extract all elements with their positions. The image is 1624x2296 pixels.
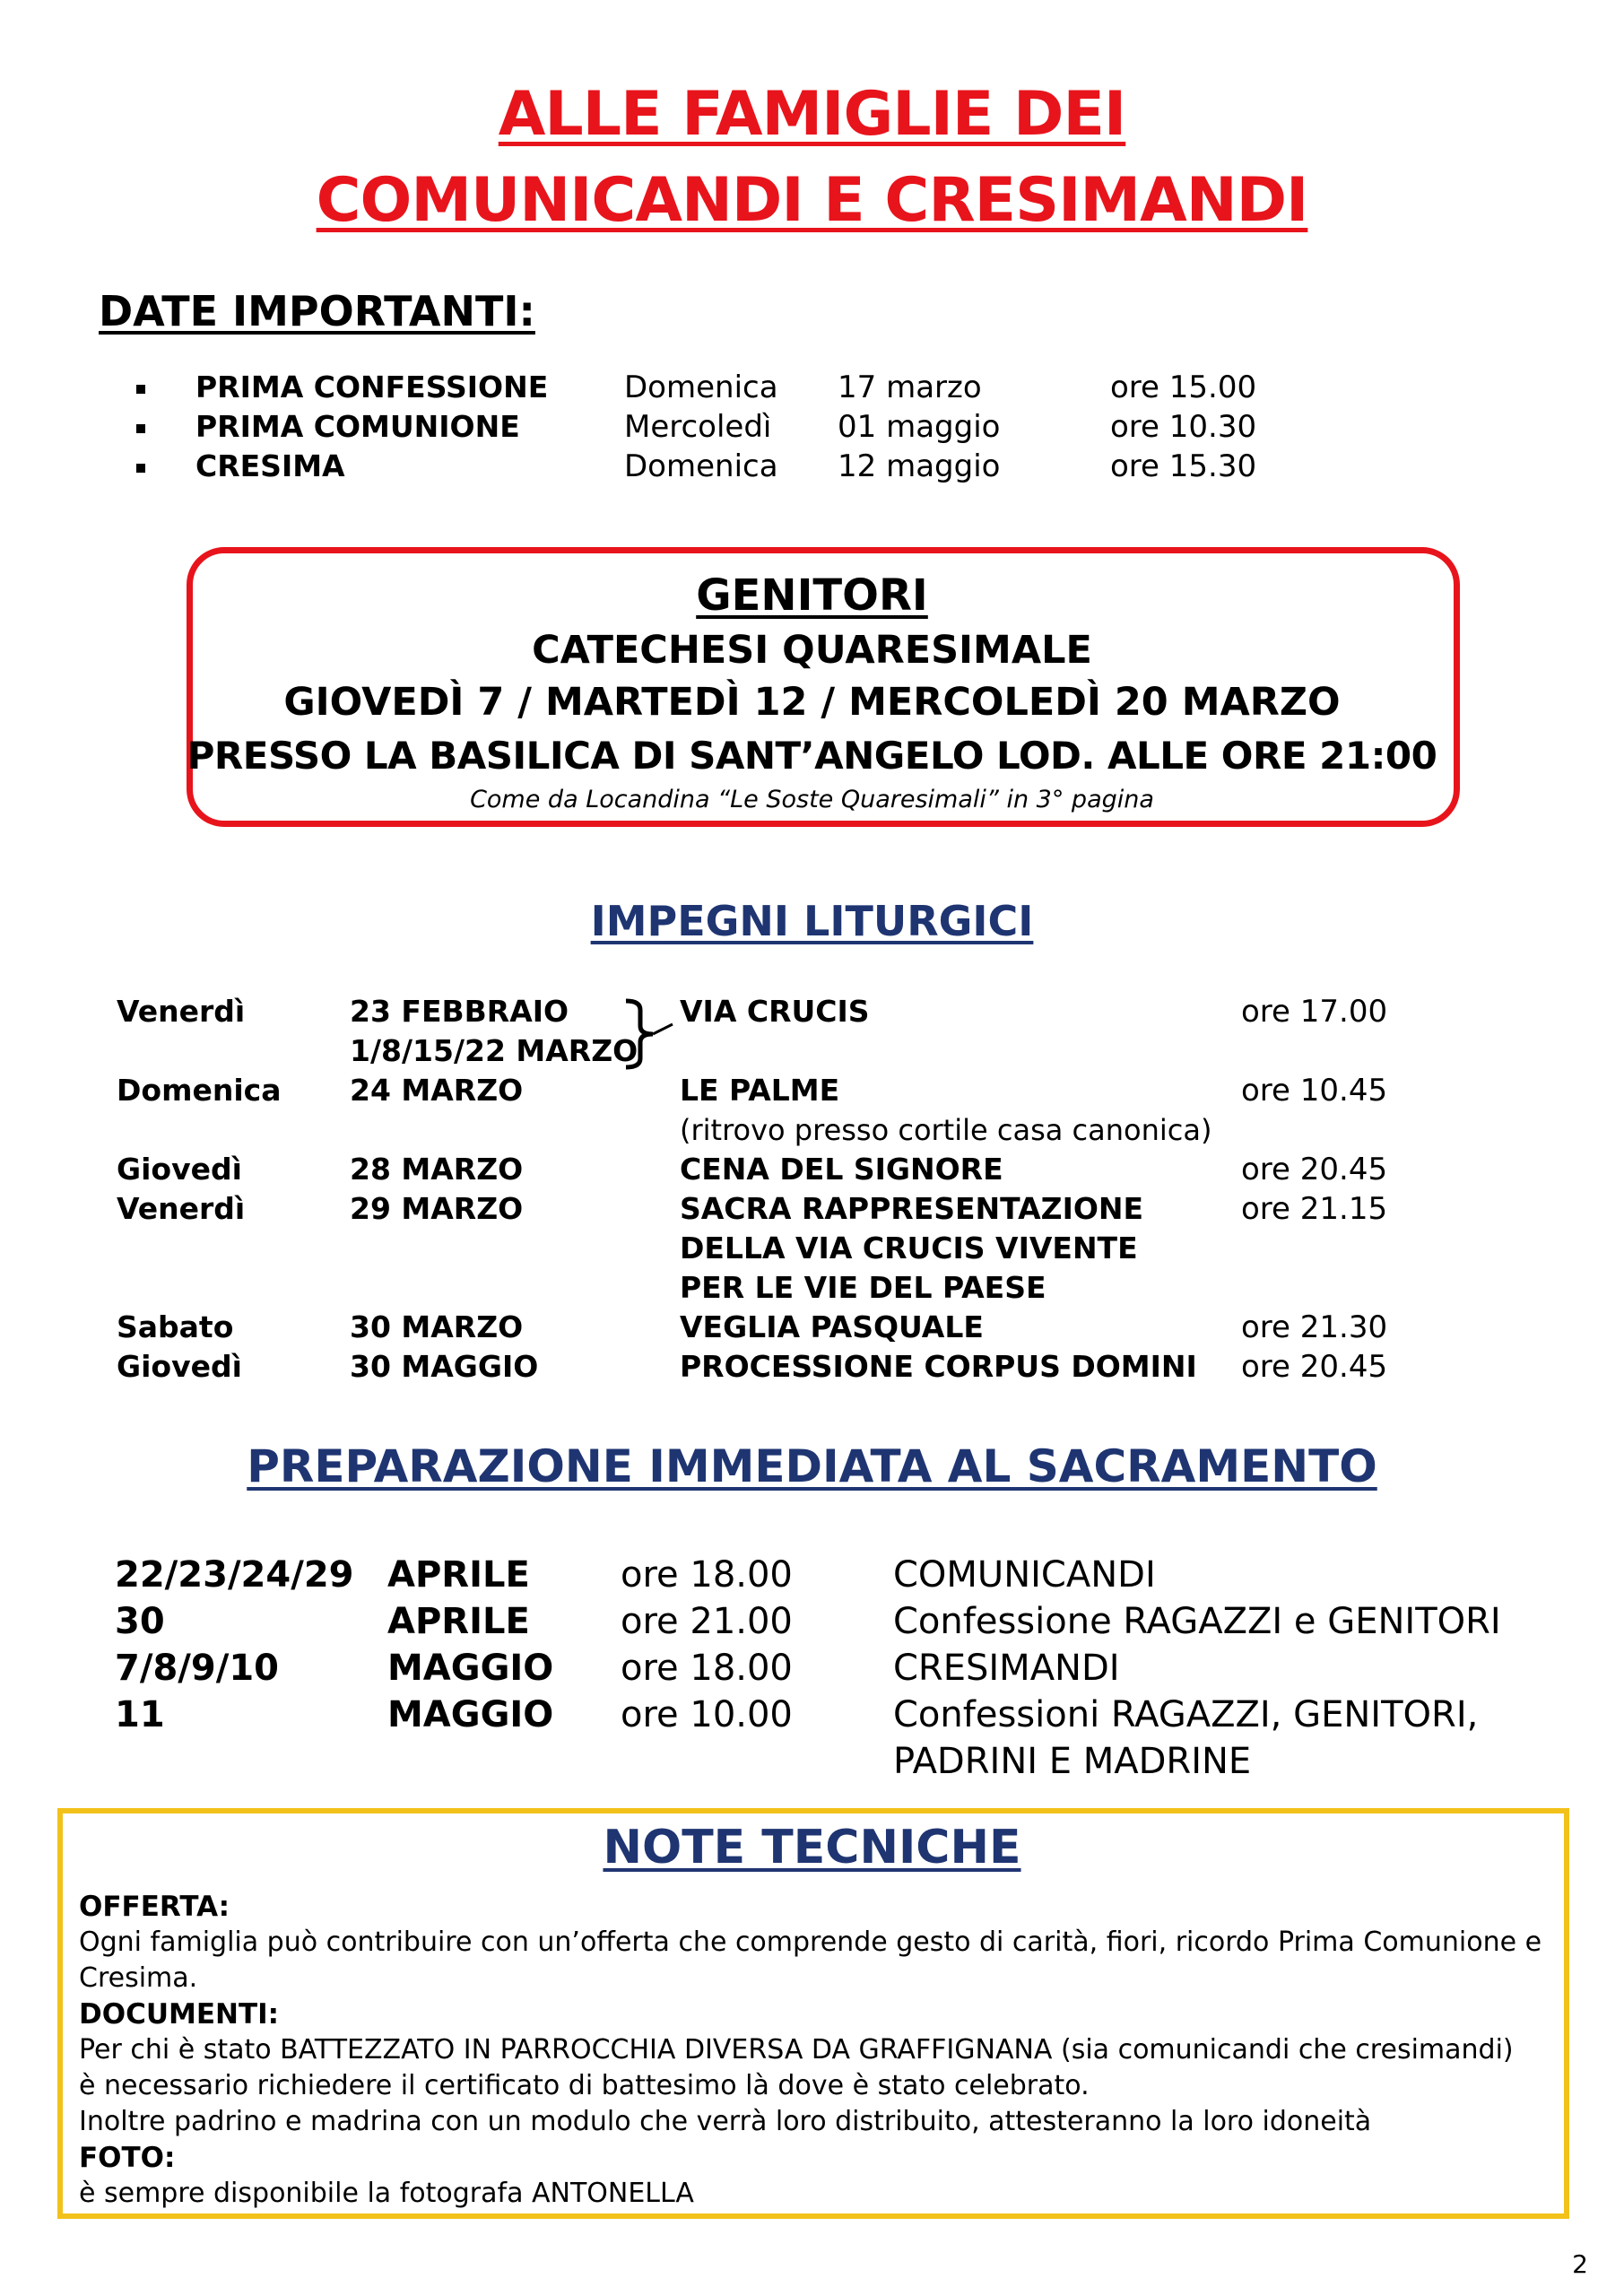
date-date: 12 maggio bbox=[838, 448, 1001, 484]
lit-date: 28 MARZO bbox=[350, 1152, 524, 1187]
parents-box-note: Come da Locandina “Le Soste Quaresimali” in 3° pagina bbox=[470, 786, 1154, 813]
parents-box-title bbox=[0, 570, 1624, 621]
lit-date: 29 MARZO bbox=[350, 1191, 524, 1226]
liturgical-row bbox=[0, 1347, 1624, 1387]
prep-time: ore 18.00 bbox=[621, 1554, 793, 1596]
lit-event-note: (ritrovo presso cortile casa canonica) bbox=[680, 1113, 1212, 1147]
liturgical-row bbox=[0, 1031, 1624, 1071]
date-time: ore 15.00 bbox=[1110, 370, 1257, 405]
lit-event: VIA CRUCIS bbox=[680, 994, 870, 1029]
prep-time: ore 10.00 bbox=[621, 1694, 793, 1735]
title-line-1: ALLE FAMIGLIE DEI bbox=[498, 79, 1126, 150]
prep-month: MAGGIO bbox=[387, 1648, 554, 1689]
prep-who: Confessione RAGAZZI e GENITORI bbox=[893, 1601, 1501, 1642]
lit-event: CENA DEL SIGNORE bbox=[680, 1152, 1003, 1187]
prep-time: ore 18.00 bbox=[621, 1648, 793, 1689]
documents-text: Per chi è stato BATTEZZATO IN PARROCCHIA DIVERSA DA GRAFFIGNANA (sia comunicandi che cresimandi) bbox=[79, 2034, 1514, 2066]
notes-heading bbox=[0, 1821, 1624, 1874]
preparation-row bbox=[0, 1552, 1624, 1598]
liturgical-row bbox=[0, 1268, 1624, 1308]
date-event: CRESIMA bbox=[195, 448, 345, 483]
liturgical-row bbox=[0, 1189, 1624, 1229]
prep-month: MAGGIO bbox=[387, 1694, 554, 1735]
important-date-row bbox=[0, 368, 1624, 407]
date-time: ore 10.30 bbox=[1110, 409, 1257, 445]
lit-time: ore 10.45 bbox=[1241, 1073, 1388, 1109]
prep-days: 7/8/9/10 bbox=[115, 1648, 279, 1689]
lit-event: VEGLIA PASQUALE bbox=[680, 1309, 984, 1344]
lit-time: ore 17.00 bbox=[1241, 994, 1388, 1030]
page-number: 2 bbox=[1572, 2249, 1588, 2279]
date-day: Mercoledì bbox=[624, 409, 772, 445]
prep-time: ore 21.00 bbox=[621, 1601, 793, 1642]
square-bullet-icon bbox=[136, 424, 145, 433]
important-dates-heading: DATE IMPORTANTI: bbox=[99, 287, 535, 335]
liturgical-heading bbox=[0, 897, 1624, 945]
date-date: 17 marzo bbox=[838, 370, 982, 405]
date-event: PRIMA COMUNIONE bbox=[195, 409, 520, 444]
prep-month: APRILE bbox=[387, 1554, 530, 1596]
offer-text: Ogni famiglia può contribuire con un’offerta che comprende gesto di carità, fiori, ricordo Prima Comunione e bbox=[79, 1926, 1542, 1958]
important-date-row bbox=[0, 407, 1624, 447]
lit-time: ore 21.15 bbox=[1241, 1191, 1388, 1227]
lit-day: Domenica bbox=[117, 1073, 282, 1108]
lit-event: SACRA RAPPRESENTAZIONE bbox=[680, 1191, 1144, 1226]
square-bullet-icon bbox=[136, 385, 145, 394]
date-event: PRIMA CONFESSIONE bbox=[195, 370, 549, 404]
lit-date: 30 MAGGIO bbox=[350, 1349, 539, 1384]
parents-box-line-3: PRESSO LA BASILICA DI SANT’ANGELO LOD. ALLE ORE 21:00 bbox=[187, 734, 1437, 778]
prep-month: APRILE bbox=[387, 1601, 530, 1642]
liturgical-row bbox=[0, 1308, 1624, 1347]
liturgical-row bbox=[0, 1229, 1624, 1268]
lit-date: 24 MARZO bbox=[350, 1073, 524, 1108]
liturgical-row bbox=[0, 1150, 1624, 1189]
liturgical-heading-text: IMPEGNI LITURGICI bbox=[590, 897, 1034, 945]
preparation-row bbox=[0, 1645, 1624, 1692]
date-date: 01 maggio bbox=[838, 409, 1001, 445]
lit-date: 1/8/15/22 MARZO bbox=[350, 1033, 638, 1068]
prep-who: PADRINI E MADRINE bbox=[893, 1741, 1252, 1782]
square-bullet-icon bbox=[136, 464, 145, 473]
date-day: Domenica bbox=[624, 448, 778, 484]
liturgical-row bbox=[0, 992, 1624, 1031]
preparation-row bbox=[0, 1738, 1624, 1785]
lit-day: Venerdì bbox=[117, 1191, 246, 1226]
offer-text: Cresima. bbox=[79, 1962, 198, 1994]
documents-label: DOCUMENTI: bbox=[79, 1998, 280, 2031]
parents-title-text: GENITORI bbox=[696, 570, 928, 621]
documents-text: è necessario richiedere il certificato di battesimo là dove è stato celebrato. bbox=[79, 2070, 1090, 2101]
prep-days: 30 bbox=[115, 1601, 165, 1642]
lit-event: DELLA VIA CRUCIS VIVENTE bbox=[680, 1231, 1138, 1265]
important-date-row bbox=[0, 447, 1624, 486]
lit-time: ore 20.45 bbox=[1241, 1349, 1388, 1385]
lit-event: PER LE VIE DEL PAESE bbox=[680, 1270, 1046, 1305]
preparation-heading-text: PREPARAZIONE IMMEDIATA AL SACRAMENTO bbox=[247, 1440, 1377, 1492]
parents-box-line-2: GIOVEDÌ 7 / MARTEDÌ 12 / MERCOLEDÌ 20 MARZO bbox=[283, 680, 1341, 725]
right-brace-icon bbox=[622, 997, 674, 1071]
photo-text: è sempre disponibile la fotografa ANTONELLA bbox=[79, 2178, 694, 2209]
lit-time: ore 20.45 bbox=[1241, 1152, 1388, 1187]
offer-label: OFFERTA: bbox=[79, 1891, 230, 1923]
lit-date: 23 FEBBRAIO bbox=[350, 994, 569, 1029]
lit-event: LE PALME bbox=[680, 1073, 840, 1108]
liturgical-row bbox=[0, 1110, 1624, 1150]
prep-who: COMUNICANDI bbox=[893, 1554, 1156, 1596]
parents-box-line-1: CATECHESI QUARESIMALE bbox=[532, 628, 1092, 673]
lit-day: Sabato bbox=[117, 1309, 234, 1344]
preparation-heading bbox=[0, 1440, 1624, 1492]
lit-date: 30 MARZO bbox=[350, 1309, 524, 1344]
prep-who: Confessioni RAGAZZI, GENITORI, bbox=[893, 1694, 1479, 1735]
photo-label: FOTO: bbox=[79, 2142, 176, 2174]
documents-text: Inoltre padrino e madrina con un modulo che verrà loro distribuito, attesteranno la loro idoneità bbox=[79, 2106, 1372, 2137]
date-day: Domenica bbox=[624, 370, 778, 405]
lit-day: Venerdì bbox=[117, 994, 246, 1029]
date-time: ore 15.30 bbox=[1110, 448, 1257, 484]
page-title bbox=[0, 72, 1624, 244]
lit-time: ore 21.30 bbox=[1241, 1309, 1388, 1345]
preparation-row bbox=[0, 1598, 1624, 1645]
lit-day: Giovedì bbox=[117, 1152, 242, 1187]
preparation-row bbox=[0, 1692, 1624, 1738]
title-line-2: COMUNICANDI E CRESIMANDI bbox=[316, 165, 1308, 236]
lit-day: Giovedì bbox=[117, 1349, 242, 1384]
prep-who: CRESIMANDI bbox=[893, 1648, 1120, 1689]
liturgical-row bbox=[0, 1071, 1624, 1110]
lit-event: PROCESSIONE CORPUS DOMINI bbox=[680, 1349, 1197, 1384]
prep-days: 22/23/24/29 bbox=[115, 1554, 354, 1596]
prep-days: 11 bbox=[115, 1694, 165, 1735]
notes-heading-text: NOTE TECNICHE bbox=[603, 1821, 1021, 1874]
